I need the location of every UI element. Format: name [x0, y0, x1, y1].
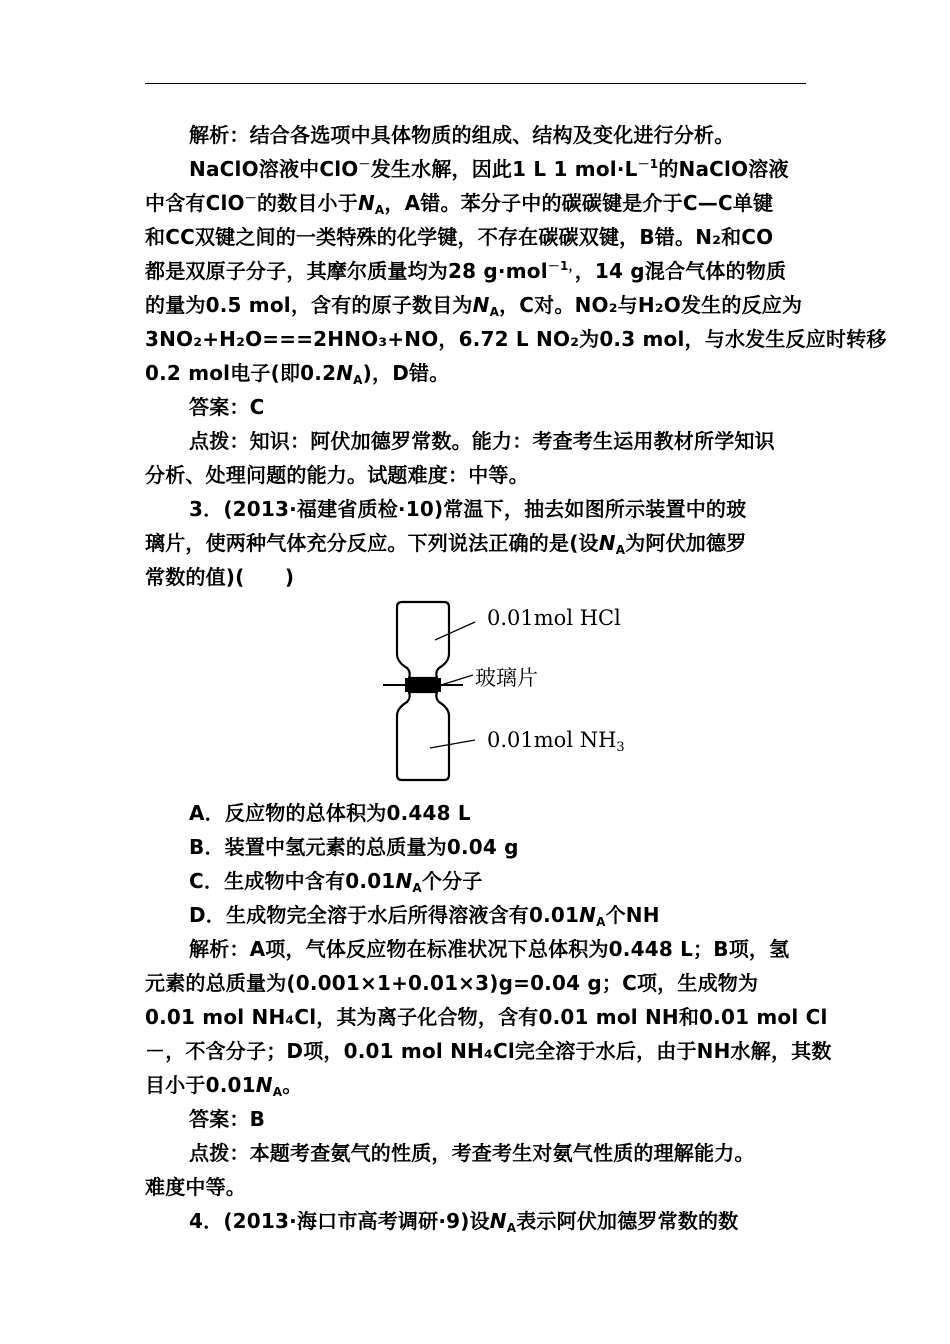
comment-line: 难度中等。 — [145, 1175, 246, 1199]
nh3-leader — [430, 740, 475, 748]
nh3-label: 0.01mol $NH_3$ — [487, 728, 625, 755]
header-rule — [145, 83, 806, 84]
hcl-leader — [435, 622, 475, 640]
comment-line: 点拨：本题考查氨气的性质，考查考生对氨气性质的理解能力。 — [189, 1141, 755, 1165]
analysis-line: NaClO溶液中ClO－发生水解，因此1 L 1 $mol\cdot L^{-1}$的NaClO溶液 — [189, 157, 789, 181]
question-line: 3．(2013·福建省质检·10)常温下，抽去如图所示装置中的玻 — [189, 497, 747, 521]
analysis-line: 和CC双键之间的一类特殊的化学键，不存在碳碳双键，B错。N₂和CO — [145, 225, 774, 249]
analysis-line: 解析：A项，气体反应物在标准状况下总体积为0.448 L；B项，氢 — [189, 937, 790, 961]
option-b: B．装置中氢元素的总质量为0.04 g — [189, 835, 519, 859]
analysis-line: 的量为0.5 mol，含有的原子数目为$N_A$，C对。NO₂与H₂O发生的反应为 — [145, 293, 803, 319]
glass-plate-label: 玻璃片 — [475, 666, 538, 690]
answer-line: 答案：C — [189, 395, 265, 419]
hcl-label: 0.01mol HCl — [487, 606, 621, 630]
option-d: D．生成物完全溶于水后所得溶液含有$0.01N_A$个NH — [189, 903, 660, 929]
analysis-line: 目小于$0.01N_A$。 — [145, 1073, 303, 1099]
analysis-line: －，不含分子；D项，0.01 mol NH₄Cl完全溶于水后，由于NH水解，其数 — [145, 1039, 832, 1063]
question-line: 4．(2013·海口市高考调研·9)设$N_A$表示阿伏加德罗常数的数 — [189, 1209, 739, 1235]
comment-line: 分析、处理问题的能力。试题难度：中等。 — [145, 463, 529, 487]
analysis-line: 0.01 mol NH₄Cl，其为离子化合物，含有0.01 mol NH和0.01 mol Cl — [145, 1005, 828, 1029]
analysis-line: 3NO₂+H₂O===2HNO₃+NO，6.72 L NO₂为0.3 mol，与水发生反应时转移 — [145, 327, 887, 351]
analysis-line: 解析：结合各选项中具体物质的组成、结构及变化进行分析。 — [189, 123, 735, 147]
hcl-jar — [397, 602, 449, 678]
analysis-line: 都是双原子分子，其摩尔质量均为28 g·mol$^{-1,}$，14 g混合气体的物质 — [145, 259, 787, 283]
answer-line: 答案：B — [189, 1107, 266, 1131]
question-line: 常数的值)( ) — [145, 565, 295, 589]
question-line: 璃片，使两种气体充分反应。下列说法正确的是(设$N_A$为阿伏加德罗 — [145, 531, 747, 557]
comment-line: 点拨：知识：阿伏加德罗常数。能力：考查考生运用教材所学知识 — [189, 429, 775, 453]
plate-leader — [441, 675, 473, 685]
nh3-jar — [397, 692, 449, 780]
option-a: A．反应物的总体积为0.448 L — [189, 801, 471, 825]
analysis-line: 元素的总质量为(0.001×1+0.01×3)g=0.04 g；C项，生成物为 — [145, 971, 759, 995]
analysis-line: 0.2 mol电子(即$0.2N_A$)，D错。 — [145, 361, 450, 387]
analysis-line: 中含有ClO－的数目小于$N_A$，A错。苯分子中的碳碳键是介于C—C单键 — [145, 191, 774, 217]
document-body — [145, 118, 887, 1238]
glass-plate — [405, 678, 441, 692]
gas-jars-figure — [145, 600, 810, 796]
gas-jars-drawing — [375, 600, 485, 790]
option-c: C．生成物中含有$0.01N_A$个分子 — [189, 869, 483, 895]
